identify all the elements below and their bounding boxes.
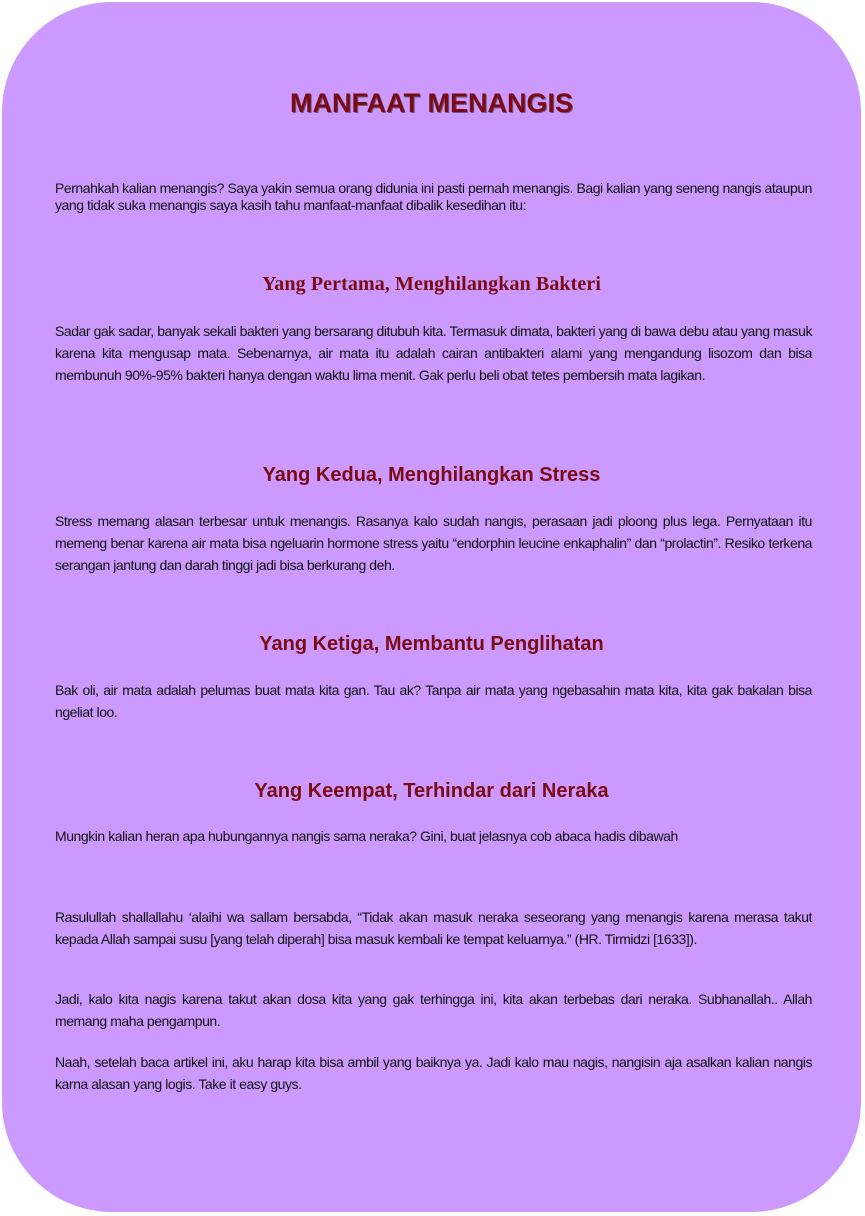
section-heading-stress: Yang Kedua, Menghilangkan Stress bbox=[262, 464, 601, 486]
section-heading-neraka: Yang Keempat, Terhindar dari Neraka bbox=[254, 780, 609, 802]
hadith-paragraph: Rasulullah shallallahu ‘alaihi wa sallam bersabda, “Tidak akan masuk neraka seseorang yang menangis karena merasa takut kepada Allah sampai susu [yang telah diperah] bisa masuk kembali ke tempat keluarnya.” (HR. Tirmidzi [1633]). bbox=[55, 909, 812, 947]
page-title: MANFAAT MENANGIS bbox=[290, 88, 573, 118]
closing-paragraph: Naah, setelah baca artikel ini, aku harap kita bisa ambil yang baiknya ya. Jadi kalo mau nagis, nangisin aja asalkan kalian nangis karna alasan yang logis. Take it easy guys. bbox=[55, 1054, 812, 1092]
article-card bbox=[2, 2, 861, 1212]
section-body-stress: Stress memang alasan terbesar untuk menangis. Rasanya kalo sudah nangis, perasaan jadi ploong plus lega. Pernyataan itu memeng benar karena air mata bisa ngeluarin hormone stress yaitu “endorphin leucine enkaphalin” dan “prolactin”. Resiko terkena serangan jantung dan darah tinggi jadi bisa berkurang deh. bbox=[55, 513, 812, 573]
section-heading-penglihatan: Yang Ketiga, Membantu Penglihatan bbox=[259, 633, 604, 655]
section-body-neraka: Mungkin kalian heran apa hubungannya nangis sama neraka? Gini, buat jelasnya cob abaca hadis dibawah bbox=[55, 828, 678, 844]
section-heading-bakteri: Yang Pertama, Menghilangkan Bakteri bbox=[261, 273, 602, 295]
conclusion-paragraph: Jadi, kalo kita nagis karena takut akan dosa kita yang gak terhingga ini, kita akan terbebas dari neraka. Subhanallah.. Allah memang maha pengampun. bbox=[55, 991, 812, 1029]
section-body-bakteri: Sadar gak sadar, banyak sekali bakteri yang bersarang ditubuh kita. Termasuk dimata, bakteri yang di bawa debu atau yang masuk karena kita mengusap mata. Sebenarnya, air mata itu adalah cairan antibakteri alami yang mengandung lisozom dan bisa membunuh 90%-95% bakteri hanya dengan waktu lima menit. Gak perlu beli obat tetes pembersih mata lagikan. bbox=[55, 323, 812, 383]
section-body-penglihatan: Bak oli, air mata adalah pelumas buat mata kita gan. Tau ak? Tanpa air mata yang ngebasahin mata kita, kita gak bakalan bisa ngeliat loo. bbox=[55, 682, 812, 720]
intro-paragraph: Pernahkah kalian menangis? Saya yakin semua orang didunia ini pasti pernah menangis. Bagi kalian yang seneng nangis ataupun yang tidak suka menangis saya kasih tahu manfaat-manfaat dibalik kesedihan itu: bbox=[55, 180, 812, 213]
